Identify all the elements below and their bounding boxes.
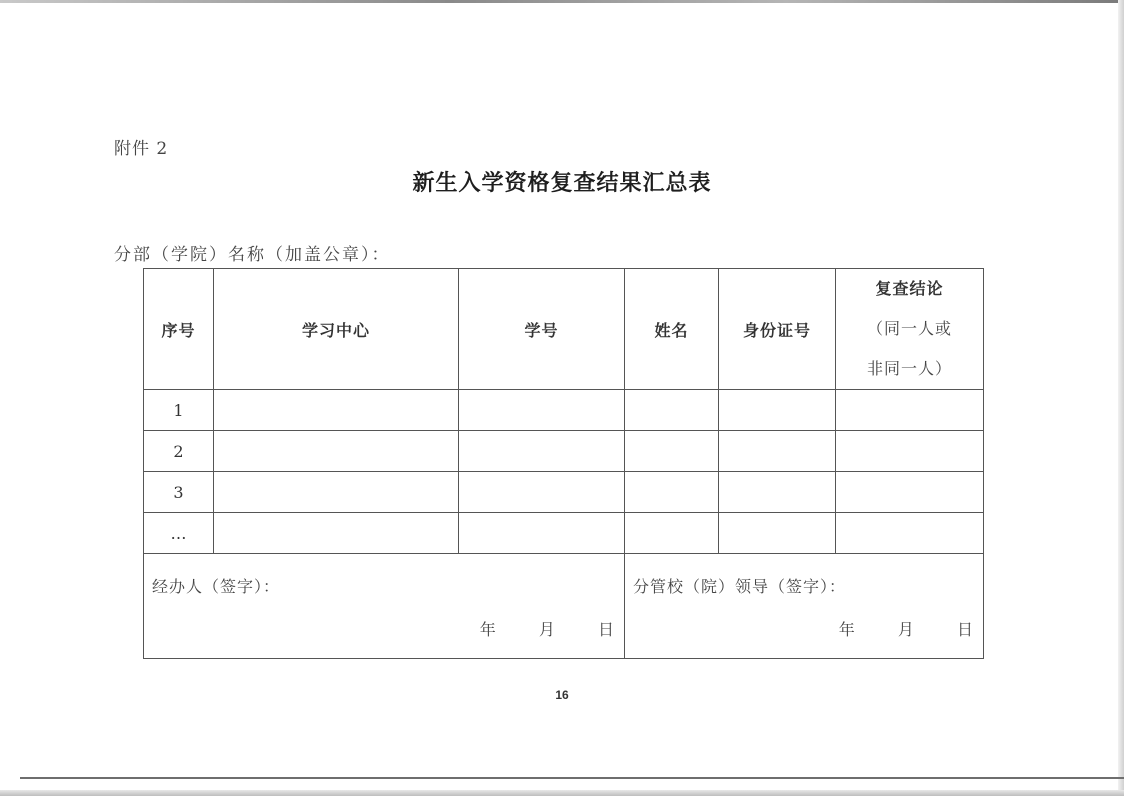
attachment-label: 附件 2 — [114, 139, 169, 159]
organization-label: 分部（学院）名称（加盖公章）： — [114, 245, 391, 265]
conclusion-cell[interactable] — [836, 431, 984, 472]
student-id-cell[interactable] — [459, 390, 625, 431]
handler-signature-label: 经办人（签字）： — [152, 577, 281, 596]
conclusion-cell[interactable] — [836, 472, 984, 513]
month-label: 月 — [538, 620, 555, 639]
row-number: 3 — [144, 472, 214, 513]
header-conclusion-title: 复查结论 — [875, 279, 944, 298]
name-cell[interactable] — [625, 431, 719, 472]
learning-center-cell[interactable] — [214, 513, 459, 554]
table-row — [144, 513, 984, 554]
year-label: 年 — [838, 620, 855, 639]
day-label: 日 — [597, 620, 614, 639]
header-learning-center: 学习中心 — [214, 269, 459, 390]
id-number-cell[interactable] — [719, 431, 836, 472]
summary-table — [143, 268, 984, 659]
year-label: 年 — [479, 620, 496, 639]
scan-edge-right — [1118, 0, 1124, 796]
learning-center-cell[interactable] — [214, 472, 459, 513]
table-row — [144, 431, 984, 472]
row-number: 1 — [144, 390, 214, 431]
name-cell[interactable] — [625, 390, 719, 431]
name-cell[interactable] — [625, 472, 719, 513]
student-id-cell[interactable] — [459, 472, 625, 513]
day-label: 日 — [956, 620, 973, 639]
month-label: 月 — [897, 620, 914, 639]
learning-center-cell[interactable] — [214, 431, 459, 472]
table-header-row — [144, 269, 984, 390]
id-number-cell[interactable] — [719, 472, 836, 513]
leader-signature-label: 分管校（院）领导（签字）： — [633, 577, 847, 596]
learning-center-cell[interactable] — [214, 390, 459, 431]
header-seq: 序号 — [144, 269, 214, 390]
leader-signature-cell[interactable] — [625, 554, 984, 659]
conclusion-cell[interactable] — [836, 513, 984, 554]
signature-row — [144, 554, 984, 659]
row-number: 2 — [144, 431, 214, 472]
student-id-cell[interactable] — [459, 513, 625, 554]
row-number: … — [144, 513, 214, 554]
id-number-cell[interactable] — [719, 513, 836, 554]
header-student-id: 学号 — [459, 269, 625, 390]
handler-date — [480, 617, 614, 640]
table-row — [144, 472, 984, 513]
header-name: 姓名 — [625, 269, 719, 390]
conclusion-cell[interactable] — [836, 390, 984, 431]
id-number-cell[interactable] — [719, 390, 836, 431]
header-conclusion — [836, 269, 984, 390]
table-row — [144, 390, 984, 431]
leader-date — [839, 617, 973, 640]
header-conclusion-note-1: （同一人或 — [866, 319, 952, 338]
student-id-cell[interactable] — [459, 431, 625, 472]
handler-signature-cell[interactable] — [144, 554, 625, 659]
scan-edge-bottom — [0, 790, 1124, 796]
scan-edge-top — [0, 0, 1124, 3]
page-number: 16 — [555, 688, 569, 702]
header-id-number: 身份证号 — [719, 269, 836, 390]
name-cell[interactable] — [625, 513, 719, 554]
scan-edge-bottom-line — [20, 777, 1124, 779]
document-title: 新生入学资格复查结果汇总表 — [412, 170, 712, 196]
header-conclusion-note-2: 非同一人） — [866, 359, 952, 378]
